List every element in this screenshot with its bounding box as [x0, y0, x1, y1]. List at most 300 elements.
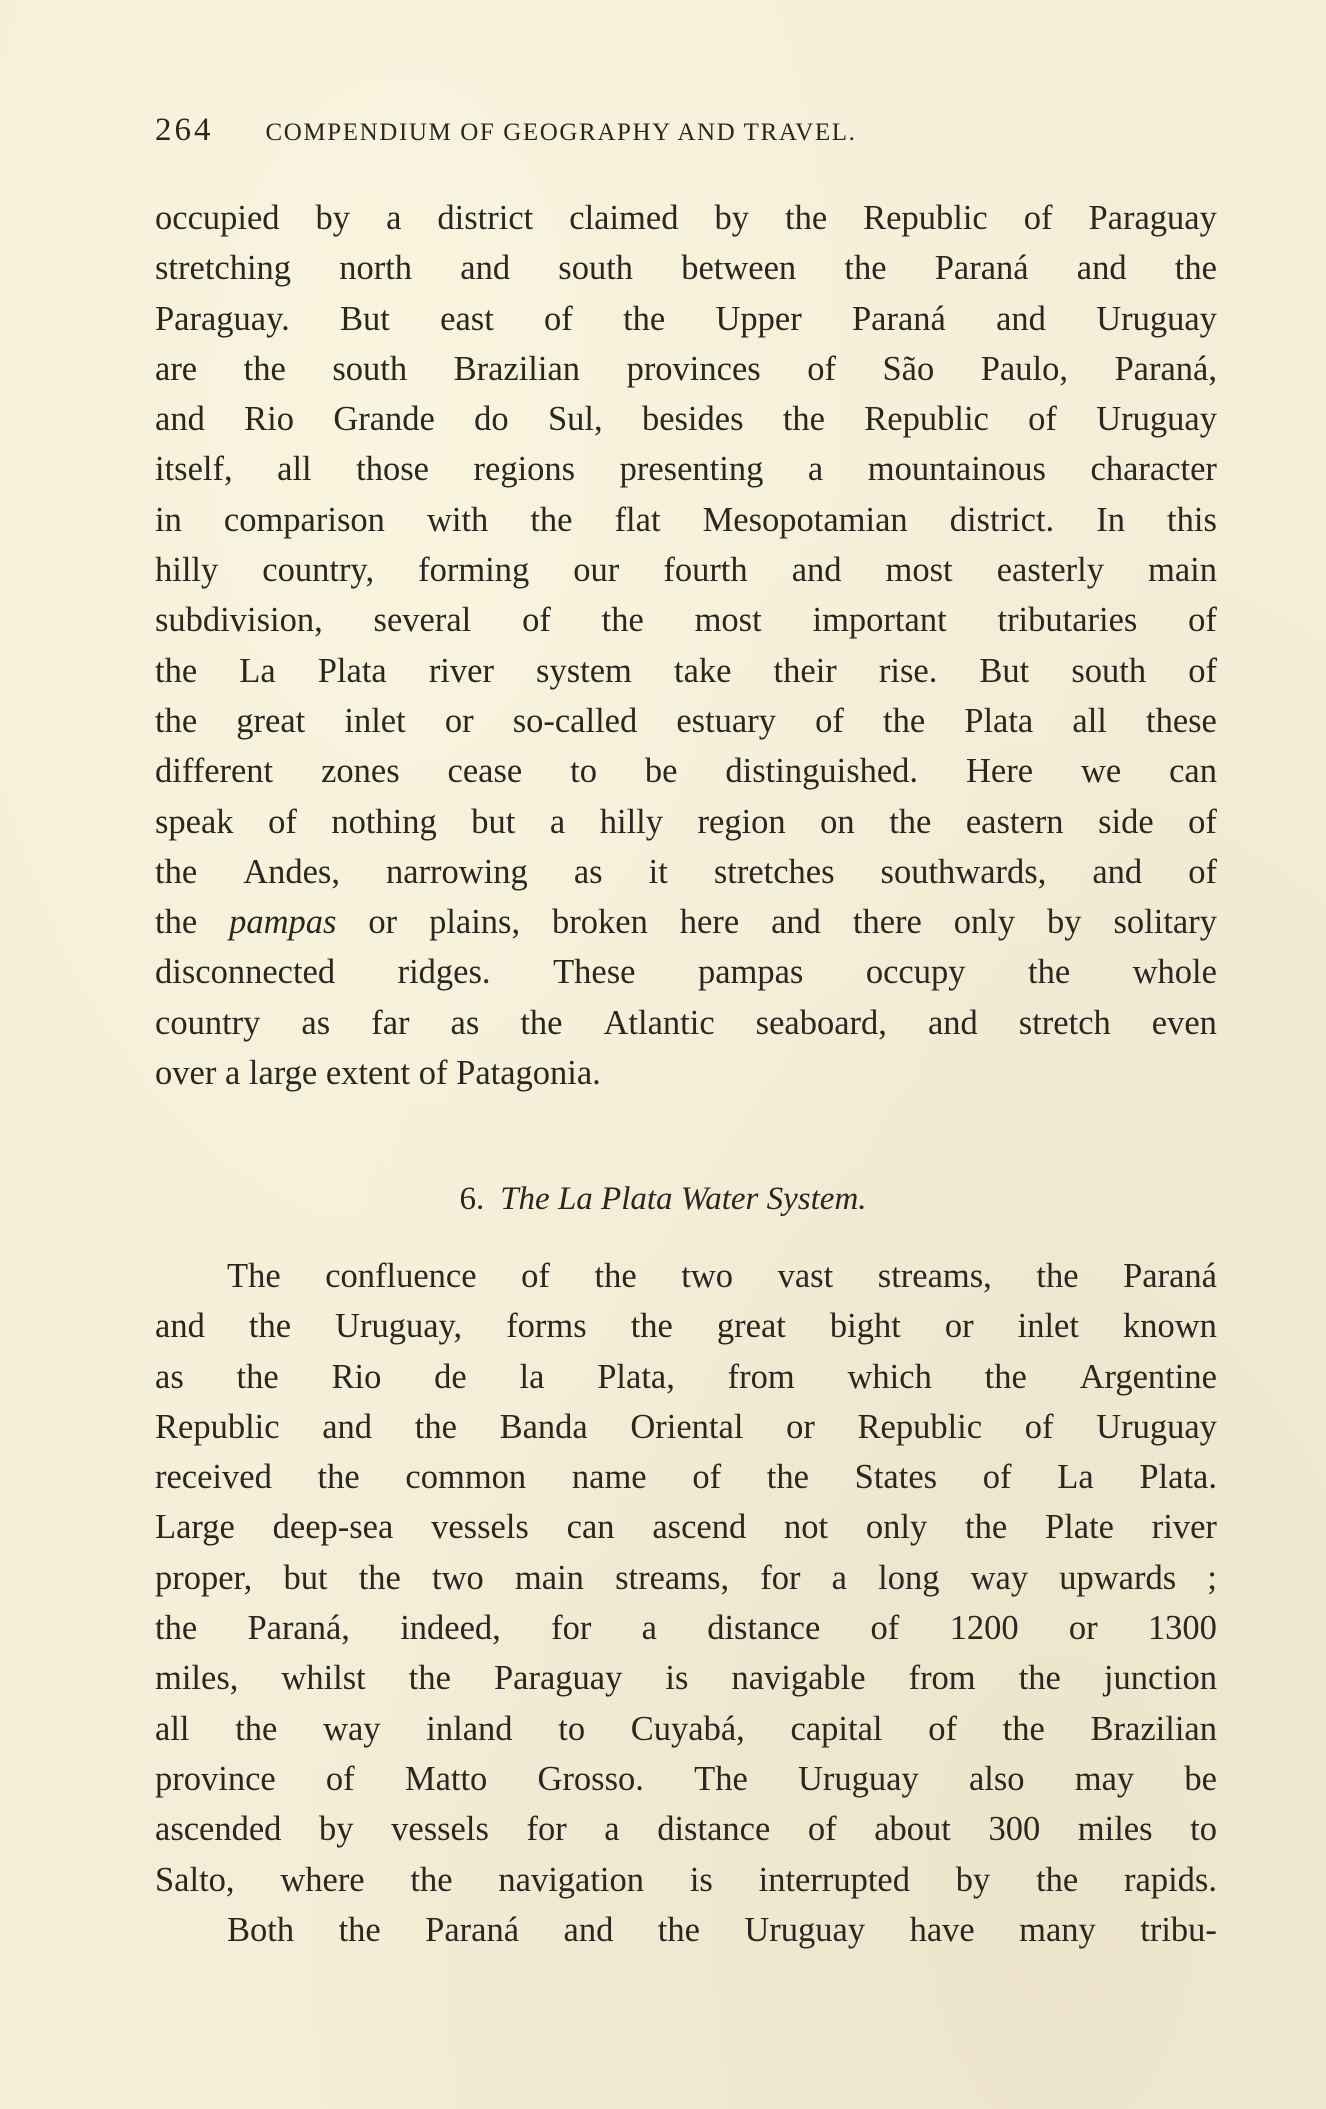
word: of: [1023, 199, 1053, 237]
word: as: [155, 1357, 184, 1396]
word: the: [520, 1003, 563, 1042]
word: distinguished.: [725, 752, 919, 791]
word: of: [1188, 802, 1217, 841]
word: all: [155, 1709, 190, 1748]
word: two: [432, 1558, 484, 1597]
word: Atlantic: [603, 1003, 715, 1042]
word: as: [573, 852, 603, 891]
word: way: [970, 1558, 1029, 1597]
text-line: [155, 847, 1217, 897]
word: 300: [988, 1810, 1041, 1849]
word: Uruguay,: [335, 1307, 463, 1346]
word: river: [428, 651, 494, 690]
word: Upper: [715, 299, 802, 338]
word: La: [1057, 1458, 1094, 1497]
word: fourth: [663, 551, 748, 590]
word: our: [573, 551, 620, 590]
word: Republic: [155, 1407, 280, 1446]
word: Paraná: [851, 299, 946, 338]
word: stretch: [1018, 1003, 1111, 1042]
word: the: [657, 1910, 700, 1949]
word: speak: [155, 802, 234, 841]
word: These: [553, 953, 636, 992]
word: and: [563, 1910, 614, 1949]
word: of: [418, 1054, 448, 1093]
word: common: [405, 1458, 527, 1497]
word: of: [870, 1609, 900, 1648]
text-line: [155, 1452, 1217, 1502]
word: de: [434, 1357, 467, 1396]
word: it: [648, 852, 668, 891]
word: subdivision,: [155, 601, 323, 640]
word: and: [771, 903, 821, 942]
word: country,: [262, 551, 375, 590]
word: forms: [506, 1307, 587, 1346]
word: Plata,: [597, 1357, 675, 1396]
word: east: [440, 299, 494, 338]
word: Here: [965, 752, 1034, 791]
word: by: [1047, 903, 1082, 942]
word: for: [526, 1810, 567, 1849]
word: and: [322, 1407, 373, 1446]
word: But: [979, 651, 1030, 690]
word: eastern: [965, 802, 1064, 841]
text-line: [155, 1804, 1217, 1854]
word: the: [358, 1558, 401, 1597]
word: are: [155, 349, 198, 388]
word: important: [812, 601, 947, 640]
word: bight: [829, 1307, 901, 1346]
word: way: [323, 1709, 381, 1748]
section-number: 6.: [459, 1181, 485, 1217]
text-line: [155, 998, 1217, 1048]
word: side: [1098, 802, 1154, 841]
word: The: [227, 1257, 281, 1295]
word: by: [714, 199, 749, 237]
word: proper,: [155, 1558, 253, 1597]
word: la: [519, 1357, 545, 1396]
word: 1200: [949, 1609, 1019, 1648]
word: only: [953, 903, 1016, 942]
text-line: [155, 394, 1217, 444]
word: rapids.: [1124, 1860, 1217, 1899]
word: take: [673, 651, 732, 690]
word: vast: [777, 1257, 834, 1295]
word: Patagonia.: [456, 1054, 601, 1093]
paragraph-2: [155, 1251, 1217, 1955]
word: the: [530, 500, 573, 539]
text-line: [155, 1048, 1217, 1098]
word: Rio: [331, 1357, 382, 1396]
word: about: [874, 1810, 951, 1849]
word: of: [521, 1257, 550, 1295]
word: The: [694, 1759, 748, 1798]
word: as: [301, 1003, 331, 1042]
word: the: [782, 400, 825, 439]
word: But: [340, 299, 390, 338]
word: river: [1151, 1508, 1217, 1547]
text-line: [155, 1502, 1217, 1552]
word: Paraná: [425, 1910, 520, 1949]
word: Uruguay: [1096, 1407, 1217, 1446]
word: São: [882, 349, 935, 388]
word: and: [155, 400, 205, 439]
word: or: [786, 1407, 815, 1446]
word: may: [1074, 1759, 1135, 1798]
word: pampas: [697, 953, 804, 992]
word: those: [356, 450, 429, 489]
text-line: [155, 1301, 1217, 1351]
word: of: [982, 1458, 1012, 1497]
running-head-title: COMPENDIUM OF GEOGRAPHY AND TRAVEL.: [265, 119, 857, 146]
word: distance: [707, 1609, 821, 1648]
word: the: [766, 1458, 809, 1497]
word: whole: [1132, 953, 1217, 992]
word: the: [601, 601, 644, 640]
text-line: [155, 1553, 1217, 1603]
word: junction: [1103, 1659, 1217, 1698]
word: between: [681, 249, 797, 288]
word: mountainous: [867, 450, 1046, 489]
word: different: [155, 752, 274, 791]
word: the: [243, 349, 286, 388]
word: the: [408, 1659, 451, 1698]
word: capital: [790, 1709, 883, 1748]
word: character: [1090, 450, 1217, 489]
word: south: [1071, 651, 1147, 690]
word: inlet: [1017, 1307, 1079, 1346]
word: region: [697, 802, 786, 841]
word: flat: [614, 500, 661, 539]
word: the: [155, 701, 198, 740]
text-line: [155, 897, 1217, 947]
word: these: [1145, 701, 1217, 740]
word: Uruguay: [798, 1759, 919, 1798]
word: tribu-: [1140, 1910, 1217, 1949]
word: presenting: [619, 450, 764, 489]
word: the: [414, 1407, 457, 1446]
word: for: [760, 1558, 801, 1597]
text-line: [155, 243, 1217, 293]
word: hilly: [599, 802, 663, 841]
word: the: [1174, 249, 1217, 288]
word: the: [155, 852, 198, 891]
word: is: [689, 1860, 713, 1899]
word: there: [852, 903, 922, 942]
text-line: [155, 1352, 1217, 1402]
page-number: 264: [155, 112, 214, 148]
word: ridges.: [397, 953, 491, 992]
word: narrowing: [386, 852, 528, 891]
word: also: [968, 1759, 1025, 1798]
word: nothing: [331, 802, 437, 841]
word: country: [155, 1003, 261, 1042]
word: of: [692, 1458, 722, 1497]
word: to: [558, 1709, 586, 1748]
word: long: [878, 1558, 940, 1597]
word: Paulo,: [980, 349, 1068, 388]
word: streams,: [877, 1257, 992, 1295]
word: Brazilian: [1090, 1709, 1217, 1748]
word: miles,: [155, 1659, 239, 1698]
text-line: [155, 1754, 1217, 1804]
word: of: [544, 299, 573, 338]
word: Andes,: [243, 852, 340, 891]
word: of: [1024, 1407, 1054, 1446]
word: is: [665, 1659, 689, 1698]
word: by: [319, 1810, 354, 1849]
word: 1300: [1147, 1609, 1217, 1648]
text-line: [155, 1603, 1217, 1653]
word: the: [155, 903, 198, 942]
word: of: [815, 701, 844, 740]
word: Cuyabá,: [630, 1709, 745, 1748]
word: the: [410, 1860, 453, 1899]
word: stretching: [155, 249, 292, 288]
word: for: [551, 1609, 592, 1648]
word: the: [1036, 1257, 1079, 1295]
word: the: [338, 1910, 381, 1949]
word: the: [155, 1609, 198, 1648]
word: the: [630, 1307, 673, 1346]
word: most: [694, 601, 762, 640]
word: main: [514, 1558, 584, 1597]
word: or: [944, 1307, 974, 1346]
word: but: [471, 802, 516, 841]
word: the: [155, 651, 198, 690]
word: cease: [447, 752, 523, 791]
word: ascend: [652, 1508, 747, 1547]
word: vessels: [391, 1810, 489, 1849]
word: of: [1188, 651, 1217, 690]
word: solitary: [1113, 903, 1217, 942]
word: with: [426, 500, 489, 539]
word: a: [641, 1609, 657, 1648]
word: district: [437, 199, 534, 237]
word: name: [571, 1458, 647, 1497]
section-heading: [0, 1177, 1326, 1221]
word: estuary: [676, 701, 776, 740]
word: can: [566, 1508, 615, 1547]
word: can: [1169, 752, 1217, 791]
text-line: [155, 1251, 1217, 1301]
word: which: [847, 1357, 932, 1396]
paragraph-1: [155, 193, 1217, 1098]
word: Rio: [244, 400, 294, 439]
word: and: [1076, 249, 1127, 288]
word: Republic: [864, 400, 989, 439]
word: of: [807, 349, 836, 388]
word: confluence: [325, 1257, 477, 1295]
word: far: [371, 1003, 410, 1042]
word: southwards,: [880, 852, 1047, 891]
word: Republic: [857, 1407, 983, 1446]
word: Sul,: [547, 400, 603, 439]
word: from: [727, 1357, 795, 1396]
text-line: [155, 696, 1217, 746]
word: vessels: [431, 1508, 529, 1547]
word: district.: [949, 500, 1055, 539]
word: a: [807, 450, 824, 489]
text-line: [155, 595, 1217, 645]
running-head: [155, 112, 1060, 156]
word: seaboard,: [755, 1003, 887, 1042]
word: of: [522, 601, 551, 640]
word: ascended: [155, 1810, 282, 1849]
word: main: [1148, 551, 1217, 590]
word: forming: [418, 551, 530, 590]
word: of: [325, 1759, 355, 1798]
word: navigable: [731, 1659, 866, 1698]
word: Matto: [404, 1759, 488, 1798]
word: all: [277, 450, 312, 489]
word: of: [1188, 601, 1217, 640]
word: not: [784, 1508, 829, 1547]
word: Mesopotamian: [702, 500, 908, 539]
word: over: [155, 1054, 217, 1093]
text-line: [155, 495, 1217, 545]
text-line: [155, 545, 1217, 595]
text-line: [155, 1653, 1217, 1703]
section-title: The La Plata Water System.: [500, 1181, 867, 1217]
word: of: [1188, 852, 1217, 891]
word: the: [248, 1307, 292, 1346]
word: north: [339, 249, 413, 288]
word: large: [248, 1054, 318, 1093]
word: plains,: [429, 903, 521, 942]
word: whilst: [281, 1659, 366, 1698]
word: great: [236, 701, 306, 740]
word: the: [235, 1709, 278, 1748]
word: Uruguay: [1096, 400, 1217, 439]
word: Paraguay.: [155, 299, 290, 338]
text-line: [155, 797, 1217, 847]
word: Grande: [333, 400, 435, 439]
word: easterly: [996, 551, 1104, 590]
word: the: [317, 1458, 360, 1497]
word: great: [716, 1307, 786, 1346]
word: of: [807, 1810, 837, 1849]
word: Plata.: [1139, 1458, 1217, 1497]
word: rise.: [878, 651, 938, 690]
word: most: [885, 551, 953, 590]
word: many: [1019, 1910, 1096, 1949]
word: the: [965, 1508, 1008, 1547]
word: have: [909, 1910, 975, 1949]
text-line: [155, 746, 1217, 796]
word: but: [283, 1558, 328, 1597]
word: only: [865, 1508, 928, 1547]
word: south: [558, 249, 634, 288]
word: comparison: [223, 500, 385, 539]
word: where: [280, 1860, 365, 1899]
word: indeed,: [400, 1609, 501, 1648]
word: ;: [1207, 1558, 1217, 1597]
word: even: [1151, 1003, 1217, 1042]
word: tributaries: [997, 601, 1138, 640]
word: extent: [325, 1054, 411, 1093]
word: Grosso.: [537, 1759, 644, 1798]
word: Uruguay: [1096, 299, 1217, 338]
text-line: [155, 444, 1217, 494]
word: inlet: [344, 701, 406, 740]
word: known: [1122, 1307, 1217, 1346]
word: broken: [552, 903, 648, 942]
word: on: [820, 802, 855, 841]
word: here: [679, 903, 740, 942]
word: occupied: [155, 199, 280, 237]
word: by: [955, 1860, 991, 1899]
word: Oriental: [630, 1407, 744, 1446]
word: interrupted: [758, 1860, 910, 1899]
word: be: [1184, 1759, 1217, 1798]
word: distance: [657, 1810, 771, 1849]
word: or: [368, 903, 398, 942]
word: the: [882, 701, 926, 740]
word: the: [1027, 953, 1071, 992]
word: so-called: [512, 701, 638, 740]
word: from: [908, 1659, 976, 1698]
word: a: [386, 199, 402, 237]
word: and: [996, 299, 1046, 338]
word: this: [1167, 500, 1217, 539]
word: Plata: [964, 701, 1034, 740]
word: to: [570, 752, 597, 791]
word: by: [315, 199, 351, 237]
word: and: [927, 1003, 978, 1042]
word: or: [444, 701, 474, 740]
word: Paraná,: [247, 1609, 350, 1648]
word: the: [623, 299, 666, 338]
text-line: [155, 646, 1217, 696]
word: to: [1190, 1810, 1217, 1849]
word: Paraná: [1123, 1257, 1217, 1295]
word: inland: [426, 1709, 513, 1748]
word: Both: [227, 1910, 295, 1949]
word: the: [594, 1257, 637, 1295]
word: south: [332, 349, 408, 388]
text-line: [155, 1855, 1217, 1905]
word: and: [155, 1307, 205, 1346]
word: the: [844, 249, 887, 288]
text-line: [155, 344, 1217, 394]
word: system: [536, 651, 632, 690]
text-line: [155, 294, 1217, 344]
word: a: [831, 1558, 847, 1597]
word: La: [239, 651, 276, 690]
word: a: [549, 802, 566, 841]
word: the: [889, 802, 932, 841]
word: in: [155, 500, 182, 539]
word: Paraná,: [1114, 349, 1217, 388]
word: the: [1002, 1709, 1045, 1748]
word: the: [236, 1357, 279, 1396]
word: and: [1092, 852, 1143, 891]
text-line: [155, 1402, 1217, 1452]
word: Republic: [863, 199, 988, 237]
word: or: [1068, 1609, 1098, 1648]
word: deep-sea: [272, 1508, 394, 1547]
word: zones: [321, 752, 400, 791]
word: the: [1036, 1860, 1079, 1899]
word: itself,: [155, 450, 233, 489]
word: Brazilian: [453, 349, 581, 388]
word: miles: [1077, 1810, 1153, 1849]
word: hilly: [155, 551, 219, 590]
word: we: [1080, 752, 1122, 791]
word: the: [784, 199, 828, 237]
word: claimed: [569, 199, 679, 237]
